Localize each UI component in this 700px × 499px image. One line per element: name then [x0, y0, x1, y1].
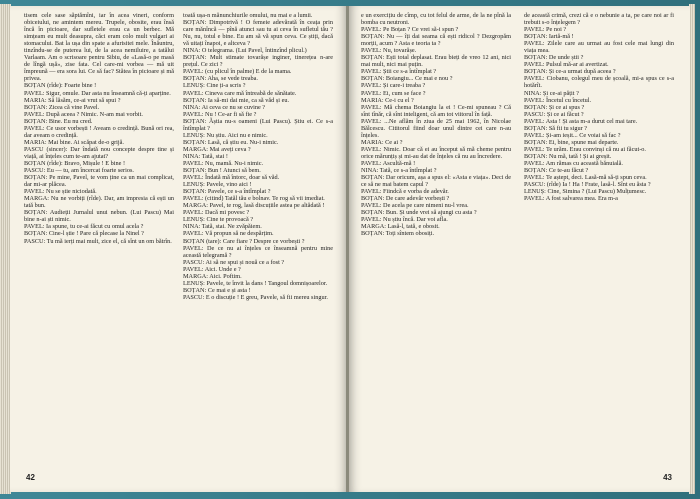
- paragraph: e un exercițiu de cîmp, cu tot felul de arme, de la ne pînă la bomba cu neutroni.: [361, 12, 511, 27]
- paragraph: BOȚAN: Cine-l știe ! Pare că plecase la Ninel ?: [24, 230, 144, 238]
- paragraph: PAVEL: Ascultă-mă !: [361, 159, 416, 167]
- paragraph: NINA: O telegrama. (Lui Pavel, întinzînd plicul.): [183, 47, 307, 55]
- paragraph: PAVEL: Fiindcă e vorba de adevăr.: [361, 188, 449, 196]
- paragraph: LENUȘ: Pavele, te învit la dans ! Tangoul domnișoarelor.: [183, 279, 328, 287]
- paragraph: LENUȘ: Nu știu. Aici nu e nimic.: [183, 131, 268, 139]
- paragraph: PAVEL: ...Ne aflăm în ziua de 25 mai 1962, în Nicolae Bălcescu. Cititorul fiind doar unul dintre cei care n-au înțeles.: [361, 117, 511, 139]
- paragraph: PAVEL: De acela pe care nimeni nu-l vrea.: [361, 202, 469, 210]
- paragraph: MARIA: Ce-i cu el ?: [361, 96, 414, 104]
- paragraph: NINA: Ai ceva ce nu se cuvine ?: [183, 103, 266, 111]
- paragraph: tisem cele sase săptămîni, iar în acea vineri, conform obiceiului, ne amintem mereu. Trupele, obosite, erau însă încă în picioare, dar sufletele erau ca un berbec. Mă simțeam eu mult deasupra, căci eram colo mult vulgari ai stomacului. Bat la ușa din spate a afurisitei mele. Înăuntru, tinzîndu-se de puterea lui, de la acea nemiluire, a tatălui Varlaam. Am o scrisoare pentru Sibiu, de «Lasă-o pe masă de lîngă ușă», zise fata. Cel care-mi vorbea — mă uit împreună — era sora lui. Ce să fac? Stătea în picioare și mă privea.: [24, 12, 174, 83]
- paragraph: PAVEL: Pulsul mă-ar ai avertizat.: [524, 61, 609, 69]
- paragraph: PAVEL: Ia spune, tu ce-ai făcut cu omul acela ?: [24, 223, 144, 231]
- paragraph: BOȚAN: Ești total deplasat. Erau bieți de vreo 12 ani, nici mai mult, nici mai puțin.: [361, 54, 511, 69]
- paragraph: BOȚAN: Ei, bine, spune mai departe.: [524, 138, 619, 146]
- paragraph: PAVEL: Nu, tovarășe.: [361, 47, 417, 55]
- paragraph: BOȚAN: De care adevăr vorbești ?: [361, 195, 450, 203]
- paragraph: BOȚAN: Toți sîntem obosiți.: [361, 230, 435, 238]
- paragraph: BOȚAN: Dimpotrivă ! O femeie adevărată în ceața prin care mănîncă — pînă atunci sau tu ai ceva în sufletul tău ? Nu, nu, totul e bine. Eu am să vă spun ceva. Ce știți, dacă vă uitați înapoi, e altceva ?: [183, 19, 333, 48]
- paragraph: BOȚAN: Să fii tu sigur ?: [524, 124, 588, 132]
- paragraph: PAVEL: Încetul cu încetul.: [524, 96, 592, 104]
- paragraph: BOȚAN (rîde): Bravo, Mișule ! E bine !: [24, 159, 126, 167]
- text-column: [183, 12, 333, 301]
- paragraph: BOȚAN: Ia să-mi dai mie, ca să văd și eu.: [183, 96, 290, 104]
- paragraph: PAVEL: Vă propun să ne despărțim.: [183, 230, 274, 238]
- paragraph: PAVEL: Mă chema Boiangiu la ei ! Ce-mi spuneau ? Că sînt tînăr, că sînt inteligent, că am tot viitorul în față.: [361, 103, 511, 118]
- paragraph: MARGA: Nu ne vorbiți (rîde). Dar, am impresia că ești un tată bun.: [24, 195, 174, 210]
- paragraph: BOȚAN: Lasă, că știu eu. Nu-i nimic.: [183, 138, 279, 146]
- paragraph: PASCU: Ai să ne spui și nouă ce a fost ?: [183, 258, 285, 266]
- paragraph: de această crimă, crezi că e o nebunie a ta, pe care noi ar fi trebuit s-o înțelegem ?: [524, 12, 674, 27]
- paragraph: BOȚAN: Nu — îți dai seama că ești ridicol ? Dezgropăm morții, acum ? Asta e teoria ta ?: [361, 33, 511, 48]
- paragraph: MARIA: Ce ai ?: [361, 138, 403, 146]
- paragraph: LENUȘ: Pavele, vino aici !: [183, 181, 252, 189]
- paragraph: PAVEL: Ce usor vorbești ! Aveam o credință. Bună ori rea, dar aveam o credință.: [24, 124, 174, 139]
- paragraph: NINA: Tată, stai. Ne zvăpăiem.: [183, 223, 262, 231]
- paragraph: PAVEL: Nimic. Doar că ei au început să mă cheme pentru orice mărunțiș și mi-au dat de înțeles că nu au încredere.: [361, 145, 511, 160]
- paragraph: BOȚAN: Boiangiu... Ce mai e nou ?: [361, 75, 453, 83]
- paragraph: PASCU: Eu — tu, am încercat foarte serios.: [24, 167, 134, 175]
- paragraph: PAVEL: Îndată mă întorc, doar să văd.: [183, 174, 280, 182]
- paragraph: BOȚAN: Și ce ai spus ?: [524, 103, 585, 111]
- left-page: [10, 6, 347, 492]
- paragraph: PAVEL: De ce nu ai înțeles ce înseamnă pentru mine această telegramă ?: [183, 244, 333, 259]
- paragraph: PASCU: Și ce ai făcut ?: [524, 110, 584, 118]
- paragraph: BOȚAN: Mult stimate tovarășe inginer, tinerețea n-are prețul. Ce zici ?: [183, 54, 333, 69]
- paragraph: BOȚAN: Bun. Și unde vrei să ajungi cu asta ?: [361, 209, 477, 217]
- text-column: [524, 12, 674, 202]
- paragraph: PAVEL: Știi ce s-a întîmplat ?: [361, 68, 437, 76]
- paragraph: BOȚAN: Iartă-mă !: [524, 33, 574, 41]
- paragraph: MARGA: Aici. Poftim.: [183, 272, 242, 280]
- text-column: [361, 12, 511, 238]
- paragraph: NINA: Tată, stai !: [183, 152, 228, 160]
- paragraph: LENUȘ: Cine, Simina ? (Lui Pascu) Mulțumesc.: [524, 188, 647, 196]
- paragraph: MARIA: Să lăsăm, ce-ai vrut să spui ?: [24, 96, 121, 104]
- paragraph: PAVEL: Te urăm. Erau convinși că nu ai făcut-o.: [524, 145, 646, 153]
- paragraph: PASCU: (rîde) Ia ! Ha ! Frate, lasă-l. Sînt eu ăsta ?: [524, 181, 651, 189]
- paragraph: PAVEL: Și-am ieșit... Ce voiai să fac ?: [524, 131, 621, 139]
- paragraph: PAVEL: Am rămas cu această bănuială.: [524, 159, 623, 167]
- paragraph: BOȚAN: Zicea că vine Pavel.: [24, 103, 100, 111]
- paragraph: BOȚAN: Audieții Jurnalul unui nebun. (Lui Pascu) Mai bine n-ai ști nimic.: [24, 209, 174, 224]
- paragraph: PAVEL: A fost salvarea mea. Era m-a: [524, 195, 618, 203]
- paragraph: BOȚAN: Ce mai e și asta !: [183, 286, 251, 294]
- paragraph: BOȚAN: Și ce-a urmat după aceea ?: [524, 68, 616, 76]
- paragraph: BOȚAN: Pe mine, Pavel, te vom ține ca un mai complicat, dar mi-ar plăcea.: [24, 174, 174, 189]
- paragraph: PAVEL: Aici. Unde e ?: [183, 265, 241, 273]
- paragraph: BOȚAN (tare): Care fiare ? Despre ce vorbești ?: [183, 237, 305, 245]
- paragraph: BOȚAN: Ăștia nu-s oameni (Lui Pascu). Știu ei. Ce s-a întîmplat ?: [183, 117, 333, 132]
- paragraph: BOȚAN: Bun ! Atunci să bem.: [183, 167, 261, 175]
- paragraph: MARGA: Lasă-l, tată, e obosit.: [361, 223, 440, 231]
- paragraph: PAVEL: Te aștept, deci. Lasă-mă să-ți spun ceva.: [524, 174, 647, 182]
- paragraph: PAVEL: Ei, cum se face ?: [361, 89, 426, 97]
- paragraph: MARGA: Pavel, te rog, lasă discuțiile astea pe altădată !: [183, 202, 325, 210]
- paragraph: BOȚAN: De unde știi ?: [524, 54, 584, 62]
- paragraph: PAVEL: Nu, mamă. Nu-i nimic.: [183, 159, 264, 167]
- paragraph: PAVEL: Pe noi ?: [524, 26, 567, 34]
- paragraph: BOȚAN: Dar oricum, așa a spus el: «Asta e viața». Deci de ce să ne mai batem capul ?: [361, 174, 511, 189]
- paragraph: LENUȘ: Cine te provoacă ?: [183, 216, 254, 224]
- paragraph: toată ușa-n mănunchiurile omului, nu mai e a lumii.: [183, 12, 313, 19]
- paragraph: PAVEL: Nu știu încă. Dar voi afla.: [361, 216, 448, 224]
- text-column: [24, 12, 174, 245]
- paragraph: PAVEL: Cineva care mă întreabă de sănătate.: [183, 89, 297, 97]
- paragraph: PAVEL: Zilele care au urmat au fost cele mai lungi din viața mea.: [524, 40, 674, 55]
- paragraph: PAVEL: (citind) Tatăl tău e bolnav. Te rog să vii imediat.: [183, 195, 325, 203]
- paragraph: MARIA: Mai bine. Ai scăpat de-o grijă.: [24, 138, 124, 146]
- paragraph: PAVEL: Pe Boțan ? Ce vrei să-i spun ?: [361, 26, 459, 34]
- paragraph: BOȚAN: Bine. Eu nu cred.: [24, 117, 93, 125]
- paragraph: PAVEL: Sigur, omule. Dar asta nu înseamnă că-ți aparține.: [24, 89, 171, 97]
- paragraph: PAVEL: Dacă mi povesc ?: [183, 209, 250, 217]
- paragraph: NINA: Și ce-ai pățit ?: [524, 89, 579, 97]
- paragraph: LENUȘ: Cine ți-a scris ?: [183, 82, 246, 90]
- paragraph: PAVEL: Nu ! Ce-ar fi să fie ?: [183, 110, 257, 118]
- paragraph: PASCU (sincer): Dar îndată nou concepte despre tine și viață, ai înțeles cum te-am ajutat?: [24, 145, 174, 160]
- paragraph: PAVEL: După aceea ? Nimic. N-am mai vorbit.: [24, 110, 143, 118]
- paragraph: BOȚAN: Pavele, ce s-a întîmplat ?: [183, 188, 271, 196]
- right-page: [349, 6, 690, 492]
- paragraph: NINA: Tată, ce s-a întîmplat ?: [361, 167, 437, 175]
- paragraph: BOȚAN: Nu mă, tată ! Și ai greșit.: [524, 152, 612, 160]
- paragraph: PAVEL: (cu plicul în palme) E de la mama.: [183, 68, 292, 76]
- paragraph: BOȚAN: Ce te-au făcut ?: [524, 167, 589, 175]
- paragraph: PASCU: E o discuție ! E greu, Pavele, să fii mereu singur.: [183, 293, 328, 301]
- paragraph: PAVEL: Asta ! Și asta m-a durut cel mai tare.: [524, 117, 638, 125]
- paragraph: PASCU: Tu mă ierți mai mult, zice el, că sînt un om bătrîn.: [24, 237, 172, 245]
- paragraph: BOȚAN (rîde): Foarte bine !: [24, 82, 97, 90]
- paragraph: MARGA: Mai aveți ceva ?: [183, 145, 251, 153]
- paragraph: PAVEL: Și care-i treaba ?: [361, 82, 426, 90]
- paragraph: BOȚAN: Aha, se vede treaba.: [183, 75, 258, 83]
- page-number: 42: [26, 473, 35, 482]
- paragraph: PAVEL: Nu se știe niciodată.: [24, 188, 97, 196]
- paragraph: PAVEL: Ciobanu, colegul meu de școală, mi-a spus ce s-a hotărît.: [524, 75, 674, 90]
- page-number: 43: [663, 473, 672, 482]
